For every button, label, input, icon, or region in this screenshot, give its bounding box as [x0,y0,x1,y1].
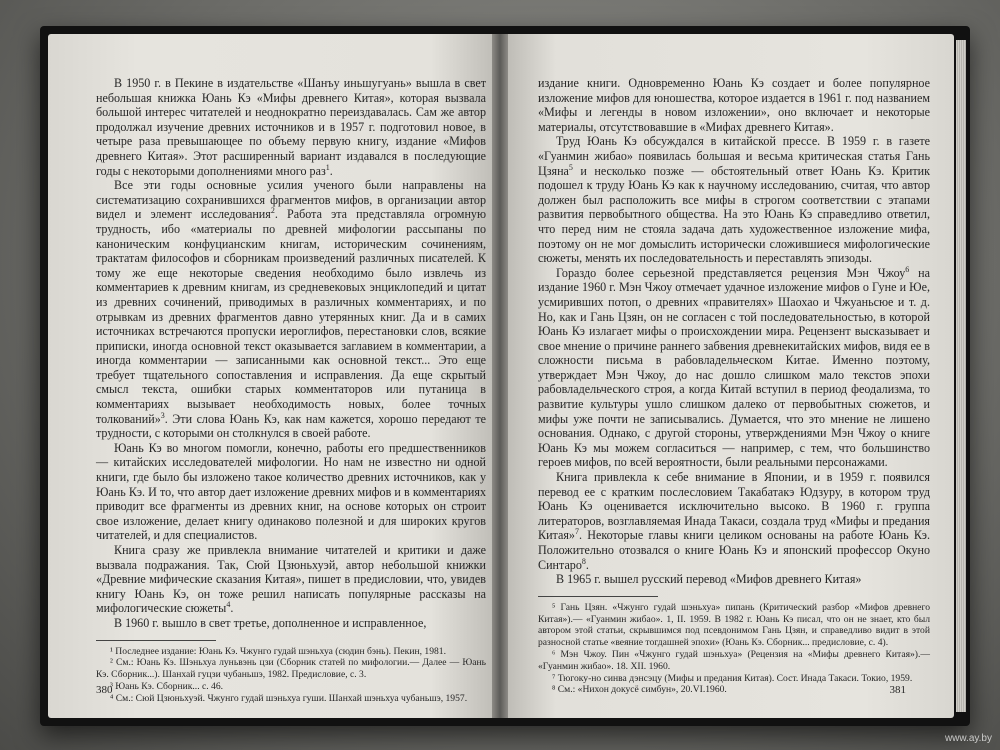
right-page-text [538,76,930,696]
text-run: . Работа эта представляла огромную трудность, ибо «материалы по древней мифологии рассыпаны по каноническим конфуцианским книгам, историческим сочинениям, трактатам философов и сборникам произведений различных писателей. К тому же еще некоторые сведения необходимо было извлечь из комментариев к древним книгам, из средневековых энциклопедий и цитат из древних сочинений, приводимых в различных комментариях, и по отрывкам из древних фрагментов давно утерянных книг. Да и в самих источниках встречаются пропуски иероглифов, перестановки слов, всякие приписки, иногда основной текст оказывается заглавием в комментарии, а иногда комментарии — записанными как основной текст... Это еще требует тщательного сопоставления и исправления. Да еще скрытый смысл текста, ошибки старых комментаторов или путаница в комментариях вызывает необходимость новых, более точных толкований» [96,207,486,426]
paragraph [96,441,486,543]
footnote-ref: 4 [226,600,231,610]
text-run: Юань Кэ во многом помогли, конечно, работы его предшественников — китайских исследователей мифологии. Но нам не известно ни одной книги, где было бы изложено такое количество древних источников, как у Юань Кэ. И то, что автор дает изложение древних мифов и в комментариях приводит все фрагменты из древних книг, на основе которых он строит свое изложение, делает книгу одинаково полезной и для широких кругов читателей, и для специалистов. [96,440,486,543]
paragraph [96,543,486,616]
footnote-ref: 3 [160,410,165,420]
text-run: Труд Юань Кэ обсуждался в китайской прессе. В 1959 г. в газете «Гуанмин жибао» появилась большая и весьма критическая статья Гань Цзяна [538,134,930,178]
footnote-ref: 7 [574,527,579,537]
footnote-ref: 8 [581,556,586,566]
text-run: . [585,557,589,572]
page-number-left: 380 [96,684,113,696]
paragraph [96,616,486,631]
footnote-ref: 1 [325,162,330,172]
right-page-body [538,76,930,587]
open-book [40,26,970,726]
paragraph [538,134,930,265]
text-run: издание книги. Одновременно Юань Кэ создает и более популярное изложение мифов для юношества, которое издается в 1961 г. под названием «Мифы и легенды в новом изложении», оно включает и некоторые материалы, отсутствовавшие в «Мифах древнего Китая». [538,76,930,134]
text-run: . Некоторые главы книги целиком основаны на работе Юань Кэ. Положительно отозвался о книге Юань Кэ и японский профессор Окуно Синтаро [538,528,930,572]
text-run: В 1960 г. вышло в свет третье, дополненное и исправленное, [114,615,427,630]
page-edges [956,40,966,712]
footnote: ⁸ См.: «Нихон докусё симбун», 20.VI.1960. [552,684,727,696]
footnote-ref: 6 [905,264,910,274]
book-spine-gutter [492,34,508,718]
footnote: ⁴ См.: Сюй Цзюньхуэй. Чжунго гудай шэньхуа гуши. Шанхай шэньхуа чубаньшэ, 1957. [110,692,468,704]
text-run: В 1950 г. в Пекине в издательстве «Шанъу иньшугуань» вышла в свет небольшая книжка Юань Кэ «Мифы древнего Китая», которая вызвала большой интерес читателей и неоднократно переиздавалась. Сам же автор продолжал изучение древних источников и в 1957 г. подготовил новое, в четыре раза превышающее по объему первую книгу, издание «Мифов древнего Китая». Этот расширенный вариант издавался в последующие годы с некоторыми дополнениями много раз [96,76,486,178]
paragraph [538,76,930,134]
footnote: ⁵ Гань Цзян. «Чжунго гудай шэньхуа» пипань (Критический разбор «Мифов древнего Китая»).— «Гуанмин жибао». 1, II. 1959. В 1982 г. Юань Кэ писал, что он не знает, кто был автором этой статьи, скрывшимся под псевдонимом Гань Цзян, и справедливо видит в этой разносной статье «веяние тогдашней эпохи» (Юань Кэ. Сборник... предисловие, с. 4). [538,601,930,649]
text-run: . [329,163,333,178]
text-run: и несколько позже — обстоятельный ответ Юань Кэ. Критик подошел к труду Юань Кэ как к научному исследованию, считая, что автор должен был расположить все мифы в строгом соответствии с этапами развития первобытного общества. На это Юань Кэ справедливо ответил, что перед ним не стояла задача дать художественное изложение мифа, поэтому он не мог домыслить исторически сложившиеся мифологические сюжеты, менять их последовательность и переставлять эпизоды. [538,163,930,266]
footnote: ¹ Последнее издание: Юань Кэ. Чжунго гудай шэньхуа (сюдин бэнь). Пекин, 1981. [110,645,446,657]
paragraph [538,572,930,587]
right-page-footnotes [538,602,930,696]
paragraph [96,76,486,178]
right-page [502,34,954,718]
footnote: ³ Юань Кэ. Сборник... с. 46. [110,680,224,692]
footnote: ⁶ Мэн Чжоу. Пин «Чжунго гудай шэньхуа» (Рецензия на «Мифы древнего Китая»).— «Гуанмин жибао». 18. XII. 1960. [538,648,930,672]
paragraph [96,178,486,441]
text-run: на издание 1960 г. Мэн Чжоу отмечает удачное изложение мифов о Гуне и Юе, усмиривших потоп, о древних «правителях» Шаохао и Чжуаньсюе и т. д. Но, как и Гань Цзян, он не согласен с той последовательностью, в которой Юань Кэ излагает мифы о происхождении мира. Рецензент высказывает и свое мнение о причине раннего забвения древнекитайских мифов, видя ее в сложности письма в рабовладельческом Китае. Именно поэтому, утверждает Мэн Чжоу, до нас дошло слишком мало текстов эпохи рабовладельческого строя, а когда Китай вступил в период феодализма, то развитие культуры ушло слишком далеко от первобытных сюжетов, и мифы уже почти не записывались. Думается, что это мнение не лишено основания. Однако, с другой стороны, утверждениями Мэн Чжоу о книге Юань Кэ мы можем согласиться — например, с тем, что большинство героев мифов, по всей вероятности, были реальными персонажами. [538,265,930,470]
footnote-rule [96,640,216,641]
left-page-text [96,76,486,705]
footnote-ref: 2 [270,206,275,216]
text-run: . Эти слова Юань Кэ, как нам кажется, хорошо передают те трудности, с которыми он столкнулся в своей работе. [96,411,486,441]
paragraph [538,470,930,572]
text-run: Все эти годы основные усилия ученого были направлены на систематизацию сохранившихся фрагментов мифов, в организации автор видел и элемент исследования [96,178,486,222]
paragraph [538,266,930,470]
left-page-footnotes [96,646,486,705]
footnote: ² См.: Юань Кэ. Шэньхуа луньвэнь цзи (Сборник статей по мифологии.— Далее — Юань Кэ. Сборник...). Шанхай гуцзи чубаньшэ, 1982. Предисловие, с. 3. [96,657,486,681]
footnote-rule [538,596,658,597]
text-run: Книга сразу же привлекла внимание читателей и критики и даже вызвала подражания. Так, Сюй Цзюньхуэй, автор небольшой книжки «Древние мифические сказания Китая», пишет в предисловии, что, увидев книгу Юань Кэ, он тоже решил написать популярные рассказы на мифологические сюжеты [96,543,486,616]
page-number-right: 381 [889,684,906,696]
text-run: В 1965 г. вышел русский перевод «Мифов древнего Китая» [556,572,862,587]
text-run: . [230,601,234,616]
text-run: Книга привлекла к себе внимание в Японии, и в 1959 г. появился перевод ее с кратким послесловием Такабатакэ Юдзуру, в котором труд Юань Кэ оценивается исключительно высоко. В 1960 г. группа литераторов, возглавляемая Инада Такаси, создала труд «Мифы и предания Китая» [538,470,930,543]
footnote-ref: 5 [568,162,573,172]
left-page-body [96,76,486,631]
left-page [48,34,498,718]
footnote: ⁷ Тюгоку-но синва дэнсэцу (Мифы и предания Китая). Сост. Инада Такаси. Токио, 1959. [552,672,913,684]
watermark: www.ay.by [944,733,992,744]
text-run: Гораздо более серьезной представляется рецензия Мэн Чжоу [556,265,906,280]
